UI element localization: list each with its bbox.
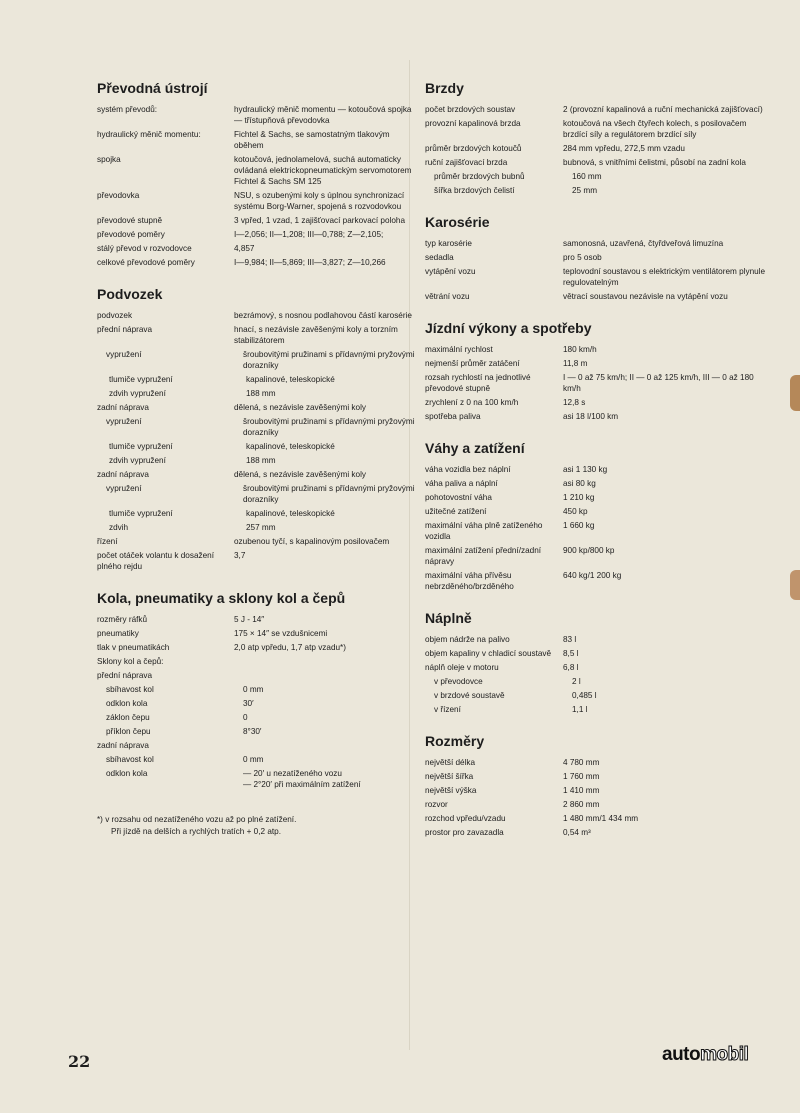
spec-label: pohotovostní váha [425, 493, 492, 502]
spec-value: 2 (provozní kapalinová a ruční mechanická zajišťovací) [563, 105, 763, 114]
spec-value: 0,54 m³ [563, 828, 591, 837]
spec-label: sbíhavost kol [106, 755, 154, 764]
spec-value: 0 mm [243, 755, 264, 764]
spec-value: 4 780 mm [563, 758, 600, 767]
spec-label: odklon kola [106, 769, 148, 778]
spec-label: vypružení [106, 417, 142, 426]
spec-row [97, 257, 415, 268]
spec-label: odklon kola [106, 699, 148, 708]
spec-label: počet brzdových soustav [425, 105, 516, 114]
spec-label: šířka brzdových čelistí [434, 186, 515, 195]
section-vahy-a-zatizeni [425, 440, 773, 592]
paper-stain [790, 375, 800, 411]
spec-label: záklon čepu [106, 713, 150, 722]
spec-label: maximální váha plně zatíženého vozidla [425, 521, 543, 541]
spec-label: tlak v pneumatikách [97, 643, 170, 652]
section-podvozek [97, 286, 415, 572]
section-prevodna-ustroji [97, 80, 415, 268]
footnote [97, 814, 415, 838]
spec-value: šroubovitými pružinami s přídavnými pryžovými dorazníky [243, 484, 415, 504]
spec-label: zdvih vypružení [109, 389, 166, 398]
spec-value: kapalinové, teleskopické [246, 509, 335, 518]
spec-value [234, 670, 415, 681]
spec-value: kotoučová, jednolamelová, suchá automaticky ovládaná elektrickopneumatickým servomotorem Fichtel & Sachs SM 125 [234, 155, 412, 186]
spec-row [425, 648, 773, 659]
spec-row [97, 768, 415, 790]
spec-value: dělená, s nezávisle zavěšenými koly [234, 470, 366, 479]
spec-value: 25 mm [572, 186, 598, 195]
spec-row [97, 550, 415, 572]
spec-row [97, 684, 415, 695]
spec-value: I—9,984; II—5,869; III—3,827; Z—10,266 [234, 258, 386, 267]
section-title: Brzdy [425, 80, 464, 96]
spec-label: příklon čepu [106, 727, 151, 736]
spec-value: pro 5 osob [563, 253, 602, 262]
spec-value: 1 660 kg [563, 521, 595, 530]
section-karoserie [425, 214, 773, 302]
spec-value: 160 mm [572, 172, 602, 181]
spec-row [425, 506, 773, 517]
spec-row [425, 570, 773, 592]
spec-row [425, 143, 773, 154]
spec-label: rozsah rychlostí na jednotlivé převodové stupně [425, 373, 531, 393]
spec-value: 0 [243, 713, 248, 722]
spec-label: ruční zajišťovací brzda [425, 158, 508, 167]
spec-value: 1 410 mm [563, 786, 600, 795]
spec-value: 6,8 l [563, 663, 579, 672]
spec-row [425, 464, 773, 475]
spec-row [425, 545, 773, 567]
spec-label: náplň oleje v motoru [425, 663, 499, 672]
spec-label: rozchod vpředu/vzadu [425, 814, 506, 823]
spec-value [234, 656, 415, 667]
spec-row [425, 397, 773, 408]
spec-row [97, 508, 415, 519]
spec-row [425, 252, 773, 263]
spec-label: vytápění vozu [425, 267, 476, 276]
spec-value: 188 mm [246, 456, 276, 465]
spec-row [97, 229, 415, 240]
spec-value: šroubovitými pružinami s přídavnými pryžovými dorazníky [243, 350, 415, 370]
spec-row [97, 712, 415, 723]
spec-label: maximální váha přívěsu nebrzděného/brzděného [425, 571, 514, 591]
spec-value: 1,1 l [572, 705, 588, 714]
spec-row [425, 704, 773, 715]
spec-value: 257 mm [246, 523, 276, 532]
spec-row [97, 536, 415, 547]
spec-value: asi 18 l/100 km [563, 412, 619, 421]
spec-row [425, 813, 773, 824]
spec-label: převodové poměry [97, 230, 165, 239]
left-column [97, 80, 415, 838]
spec-value: šroubovitými pružinami s přídavnými pryžovými dorazníky [243, 417, 415, 437]
spec-label: rozměry ráfků [97, 615, 148, 624]
spec-label: největší délka [425, 758, 476, 767]
spec-label: provozní kapalinová brzda [425, 119, 521, 128]
spec-value: Fichtel & Sachs, se samostatným tlakovým oběhem [234, 130, 390, 150]
spec-row [425, 171, 773, 182]
spec-value: 180 km/h [563, 345, 597, 354]
spec-value: kapalinové, teleskopické [246, 442, 335, 451]
spec-row [97, 324, 415, 346]
spec-value: 3,7 [234, 551, 246, 560]
spec-label: spotřeba paliva [425, 412, 481, 421]
spec-label: sedadla [425, 253, 454, 262]
spec-row [97, 455, 415, 466]
spec-row [97, 642, 415, 653]
spec-label: počet otáček volantu k dosažení plného rejdu [97, 551, 214, 571]
section-title: Jízdní výkony a spotřeby [425, 320, 592, 336]
spec-value: teplovodní soustavou s elektrickým ventilátorem plynule regulovatelným [563, 267, 766, 287]
spec-row [425, 118, 773, 140]
section-title: Karosérie [425, 214, 490, 230]
spec-value: 12,8 s [563, 398, 586, 407]
spec-row [425, 827, 773, 838]
spec-row [97, 190, 415, 212]
paper-stain [790, 570, 800, 600]
spec-row [97, 402, 415, 413]
section-title: Náplně [425, 610, 472, 626]
magazine-logo: automobil [662, 1044, 749, 1065]
page-number: 22 [68, 1052, 91, 1071]
section-title: Váhy a zatížení [425, 440, 525, 456]
spec-row [97, 441, 415, 452]
spec-label: celkové převodové poměry [97, 258, 195, 267]
spec-value: 8,5 l [563, 649, 579, 658]
footnote-line: *) v rozsahu od nezatíženého vozu až po plné zatížení. [97, 815, 297, 824]
spec-row [425, 185, 773, 196]
spec-value: samonosná, uzavřená, čtyřdveřová limuzína [563, 239, 724, 248]
spec-label: v řízení [434, 705, 461, 714]
spec-label: podvozek [97, 311, 133, 320]
spec-value: dělená, s nezávisle zavěšenými koly [234, 403, 366, 412]
spec-label: největší výška [425, 786, 477, 795]
spec-label: maximální zatížení přední/zadní nápravy [425, 546, 542, 566]
spec-label: tlumiče vypružení [109, 375, 173, 384]
spec-value: kotoučová na všech čtyřech kolech, s posilovačem brzdící síly a regulátorem brzdící síly [563, 119, 747, 139]
section-title: Převodná ústrojí [97, 80, 208, 96]
spec-value: hnací, s nezávisle zavěšenými koly a torzním stabilizátorem [234, 325, 398, 345]
spec-label: tlumiče vypružení [109, 442, 173, 451]
spec-value: 8°30′ [243, 727, 262, 736]
spec-row [425, 344, 773, 355]
spec-label: stálý převod v rozvodovce [97, 244, 192, 253]
spec-value: 188 mm [246, 389, 276, 398]
spec-value: I — 0 až 75 km/h; II — 0 až 125 km/h, III — 0 až 180 km/h [563, 373, 754, 393]
section-title: Podvozek [97, 286, 163, 302]
spec-label: rozvor [425, 800, 448, 809]
spec-value: 175 × 14″ se vzdušnicemi [234, 629, 328, 638]
spec-row [425, 411, 773, 422]
section-kola-pneumatiky-a-sklony-kol-a-cepu [97, 590, 415, 790]
spec-value: 30′ [243, 699, 254, 708]
spec-row [97, 726, 415, 737]
spec-value: 4,857 [234, 244, 255, 253]
spec-value: kapalinové, teleskopické [246, 375, 335, 384]
spec-label: zadní náprava [97, 403, 149, 412]
spec-value: větrací soustavou nezávisle na vytápění vozu [563, 292, 728, 301]
spec-row [425, 372, 773, 394]
spec-label: typ karosérie [425, 239, 472, 248]
spec-label: zrychlení z 0 na 100 km/h [425, 398, 519, 407]
spec-value: 640 kg/1 200 kg [563, 571, 622, 580]
spec-row [425, 676, 773, 687]
spec-label: průměr brzdových kotoučů [425, 144, 522, 153]
spec-value: 1 210 kg [563, 493, 595, 502]
spec-row [425, 690, 773, 701]
spec-label: zdvih [109, 523, 129, 532]
spec-label: nejmenší průměr zatáčení [425, 359, 520, 368]
section-jizdni-vykony-a-spotreby [425, 320, 773, 422]
spec-label: maximální rychlost [425, 345, 493, 354]
spec-row [425, 634, 773, 645]
spec-label: převodovka [97, 191, 140, 200]
spec-row [425, 662, 773, 673]
spec-value: asi 1 130 kg [563, 465, 608, 474]
spec-row [97, 754, 415, 765]
spec-label: objem nádrže na palivo [425, 635, 510, 644]
spec-value: ozubenou tyčí, s kapalinovým posilovačem [234, 537, 390, 546]
spec-row [97, 154, 415, 187]
spec-label: v brzdové soustavě [434, 691, 505, 700]
spec-row [97, 215, 415, 226]
right-column [425, 80, 773, 856]
spec-row [425, 266, 773, 288]
spec-row [97, 416, 415, 438]
spec-row [425, 478, 773, 489]
spec-row [97, 243, 415, 254]
spec-label: zadní náprava [97, 470, 149, 479]
spec-row [97, 374, 415, 385]
spec-value: hydraulický měnič momentu — kotoučová spojka — třístupňová převodovka [234, 105, 412, 125]
spec-value: 1 760 mm [563, 772, 600, 781]
spec-label: pneumatiky [97, 629, 139, 638]
spec-value: 0 mm [243, 685, 264, 694]
spec-value: 83 l [563, 635, 577, 644]
spec-value: 1 480 mm/1 434 mm [563, 814, 639, 823]
spec-value: 2 l [572, 677, 581, 686]
section-naplne [425, 610, 773, 715]
spec-label: váha vozidla bez náplní [425, 465, 511, 474]
spec-row [97, 614, 415, 625]
spec-value: 900 kp/800 kp [563, 546, 615, 555]
spec-label: prostor pro zavazadla [425, 828, 504, 837]
spec-row [97, 129, 415, 151]
spec-value: 3 vpřed, 1 vzad, 1 zajišťovací parkovací poloha [234, 216, 406, 225]
spec-row [97, 104, 415, 126]
spec-label: v převodovce [434, 677, 483, 686]
spec-label: zadní náprava [97, 741, 149, 750]
spec-label: přední náprava [97, 671, 153, 680]
spec-row [425, 771, 773, 782]
spec-label: přední náprava [97, 325, 153, 334]
spec-row [425, 238, 773, 249]
spec-row [97, 656, 415, 667]
spec-label: zdvih vypružení [109, 456, 166, 465]
spec-label: spojka [97, 155, 121, 164]
spec-row [425, 799, 773, 810]
footnote-line: Při jízdě na delších a rychlých tratích + 0,2 atp. [111, 827, 281, 836]
spec-label: největší šířka [425, 772, 474, 781]
spec-value: asi 80 kg [563, 479, 596, 488]
spec-label: užitečné zatížení [425, 507, 487, 516]
spec-value: 450 kp [563, 507, 588, 516]
spec-value: 5 J - 14″ [234, 615, 265, 624]
spec-label: objem kapaliny v chladicí soustavě [425, 649, 552, 658]
spec-row [425, 157, 773, 168]
spec-value: 11,8 m [563, 359, 588, 368]
spec-row [425, 291, 773, 302]
spec-value: 2,0 atp vpředu, 1,7 atp vzadu*) [234, 643, 346, 652]
spec-label: větrání vozu [425, 292, 470, 301]
spec-value: 2 860 mm [563, 800, 600, 809]
spec-row [97, 670, 415, 681]
spec-row [97, 483, 415, 505]
spec-value: 0,485 l [572, 691, 597, 700]
section-rozmery [425, 733, 773, 838]
spec-row [97, 349, 415, 371]
spec-row [97, 310, 415, 321]
spec-label: systém převodů: [97, 105, 158, 114]
spec-row [425, 358, 773, 369]
spec-row [425, 104, 773, 115]
spec-value: bezrámový, s nosnou podlahovou částí karosérie [234, 311, 412, 320]
spec-label: váha paliva a náplní [425, 479, 498, 488]
spec-value: bubnová, s vnitřními čelistmi, působí na zadní kola [563, 158, 746, 167]
spec-label: Sklony kol a čepů: [97, 657, 164, 666]
spec-value: 284 mm vpředu, 272,5 mm vzadu [563, 144, 685, 153]
spec-label: převodové stupně [97, 216, 163, 225]
spec-row [97, 740, 415, 751]
spec-row [425, 757, 773, 768]
spec-row [425, 520, 773, 542]
section-brzdy [425, 80, 773, 196]
spec-value [234, 740, 415, 751]
section-title: Kola, pneumatiky a sklony kol a čepů [97, 590, 346, 606]
spec-label: vypružení [106, 350, 142, 359]
spec-label: tlumiče vypružení [109, 509, 173, 518]
spec-label: sbíhavost kol [106, 685, 154, 694]
spec-row [425, 492, 773, 503]
spec-label: řízení [97, 537, 118, 546]
spec-label: vypružení [106, 484, 142, 493]
spec-value: NSU, s ozubenými koly s úplnou synchronizací systému Borg-Warner, spojená s rozvodovkou [234, 191, 405, 211]
spec-row [97, 469, 415, 480]
section-title: Rozměry [425, 733, 485, 749]
spec-value: — 20′ u nezatíženého vozu — 2°20′ při maximálním zatížení [243, 769, 361, 789]
spec-row [97, 628, 415, 639]
spec-label: průměr brzdových bubnů [434, 172, 525, 181]
spec-row [97, 388, 415, 399]
spec-value: I—2,056; II—1,208; III—0,788; Z—2,105; [234, 230, 384, 239]
spec-label: hydraulický měnič momentu: [97, 130, 201, 139]
spec-row [97, 698, 415, 709]
spec-row [97, 522, 415, 533]
spec-row [425, 785, 773, 796]
